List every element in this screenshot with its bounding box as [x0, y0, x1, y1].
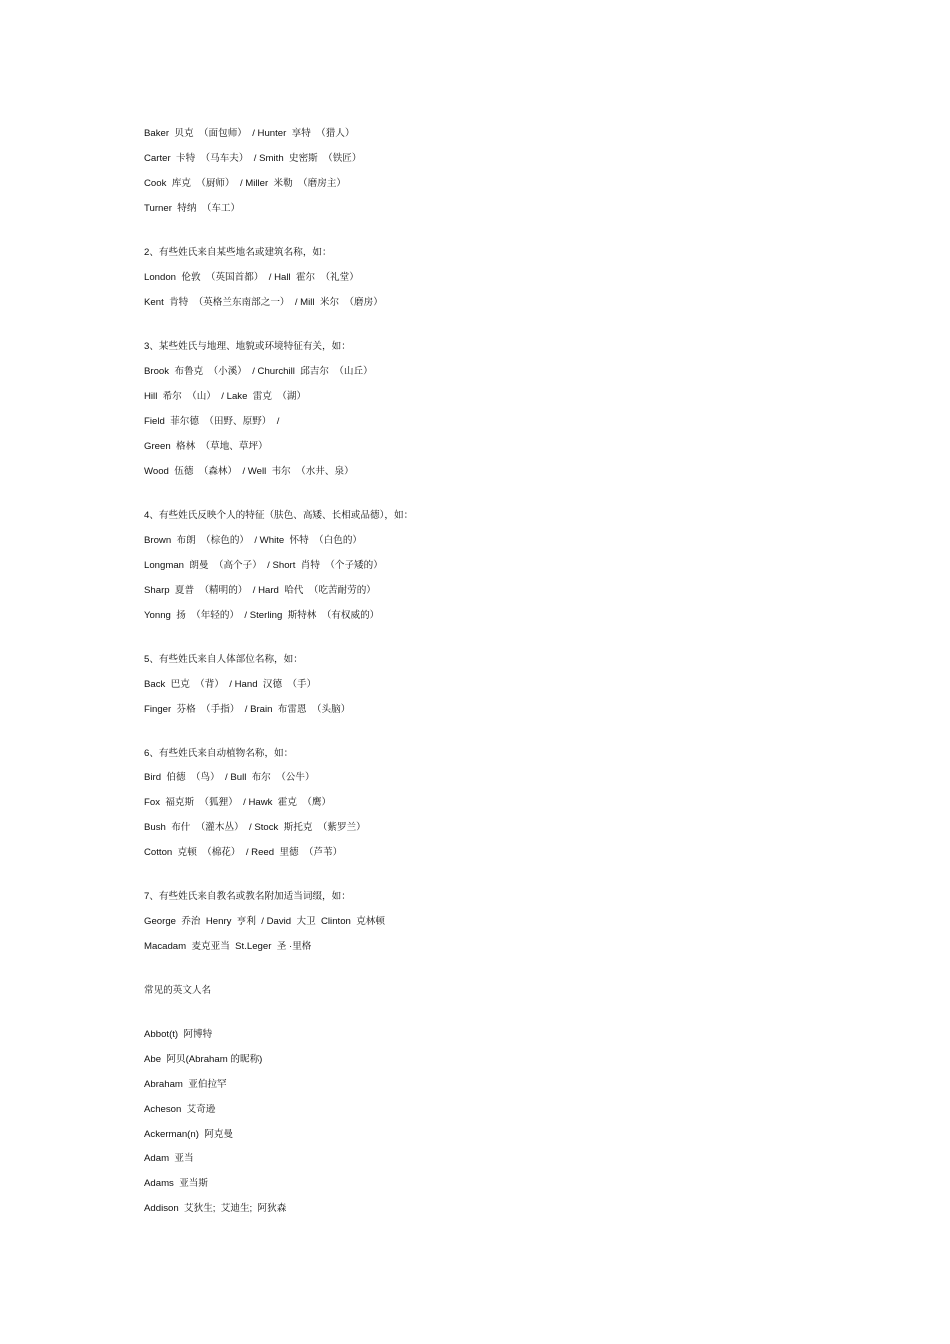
text-line: Bird 伯德 （鸟） / Bull 布尔 （公牛） — [144, 772, 315, 783]
text-line: Bush 布什 （灌木丛） / Stock 斯托克 （紫罗兰） — [144, 822, 366, 833]
text-line: Field 菲尔德 （田野、原野） / — [144, 416, 280, 427]
name-entry: Adams 亚当斯 — [144, 1178, 208, 1189]
text-line: Brown 布朗 （棕色的） / White 怀特 （白色的） — [144, 535, 363, 546]
text-line: Wood 伍德 （森林） / Well 韦尔 （水井、泉） — [144, 466, 354, 477]
name-entry: Ackerman(n) 阿克曼 — [144, 1129, 234, 1140]
text-line: Fox 福克斯 （狐狸） / Hawk 霍克 （鹰） — [144, 797, 332, 808]
text-line: Finger 芬格 （手指） / Brain 布雷恩 （头脑） — [144, 704, 351, 715]
section-heading: 7、有些姓氏来自教名或教名附加适当词缀，如： — [144, 891, 351, 902]
text-line: Longman 朗曼 （高个子） / Short 肖特 （个子矮的） — [144, 560, 383, 571]
section-heading: 4、有些姓氏反映个人的特征（肤色、高矮、长相或品德），如： — [144, 510, 414, 521]
section-heading: 3、某些姓氏与地理、地貌或环境特征有关，如： — [144, 341, 351, 352]
text-line: George 乔治 Henry 亨利 / David 大卫 Clinton 克林顿 — [144, 916, 385, 927]
text-line: Cotton 克顿 （棉花） / Reed 里德 （芦苇） — [144, 847, 343, 858]
text-line: Kent 肯特 （英格兰东南部之一） / Mill 米尔 （磨房） — [144, 297, 383, 308]
text-line: Back 巴克 （背） / Hand 汉德 （手） — [144, 679, 317, 690]
section-heading: 5、有些姓氏来自人体部位名称，如： — [144, 654, 303, 665]
text-line: Turner 特纳 （车工） — [144, 203, 241, 214]
name-entry: Abbot(t) 阿博特 — [144, 1029, 213, 1040]
text-line: Cook 库克 （厨师） / Miller 米勒 （磨房主） — [144, 178, 347, 189]
text-line: Hill 希尔 （山） / Lake 雷克 （湖） — [144, 391, 307, 402]
name-entry: Addison 艾狄生; 艾迪生; 阿狄森 — [144, 1203, 287, 1214]
text-line: Green 格林 （草地、草坪） — [144, 441, 268, 452]
text-line: Yonng 扬 （年轻的） / Sterling 斯特林 （有权威的） — [144, 610, 380, 621]
section-heading: 2、有些姓氏来自某些地名或建筑名称，如： — [144, 247, 332, 258]
text-line: Brook 布鲁克 （小溪） / Churchill 邱吉尔 （山丘） — [144, 366, 373, 377]
name-entry: Abe 阿贝(Abraham 的昵称) — [144, 1054, 263, 1065]
name-entry: Acheson 艾奇逊 — [144, 1104, 216, 1115]
text-line: London 伦敦 （英国首都） / Hall 霍尔 （礼堂） — [144, 272, 359, 283]
text-line: Macadam 麦克亚当 St.Leger 圣 ·里格 — [144, 941, 312, 952]
text-line: Sharp 夏普 （精明的） / Hard 哈代 （吃苦耐劳的） — [144, 585, 376, 596]
name-entry: Adam 亚当 — [144, 1153, 194, 1164]
section-heading: 常见的英文人名 — [144, 985, 212, 996]
section-heading: 6、有些姓氏来自动植物名称，如： — [144, 748, 294, 759]
text-line: Carter 卡特 （马车夫） / Smith 史密斯 （铁匠） — [144, 153, 362, 164]
text-line: Baker 贝克 （面包师） / Hunter 享特 （猎人） — [144, 128, 355, 139]
name-entry: Abraham 亚伯拉罕 — [144, 1079, 227, 1090]
